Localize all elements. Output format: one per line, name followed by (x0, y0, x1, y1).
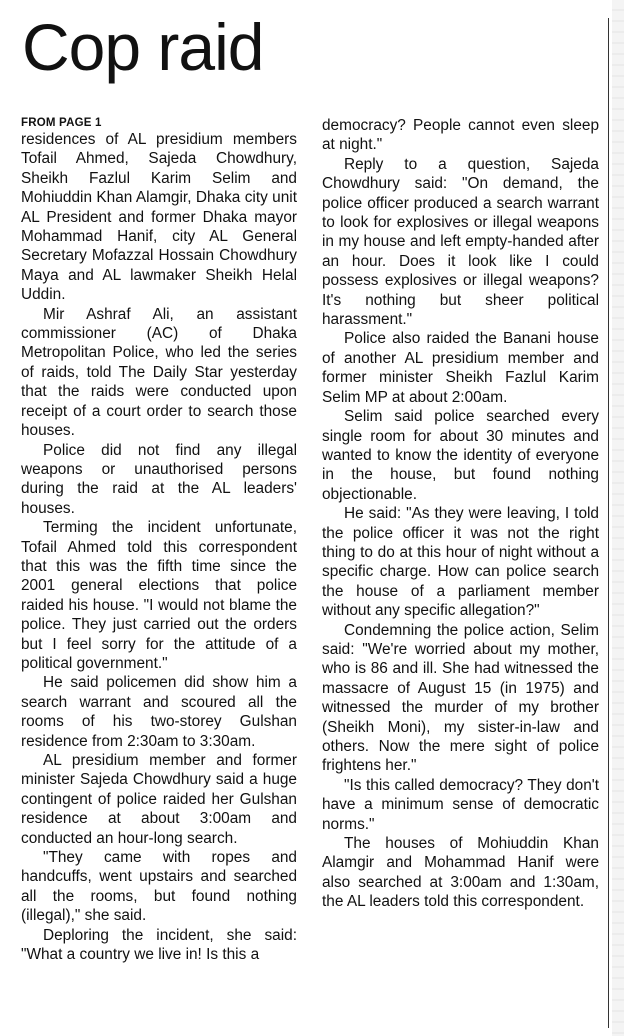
right-column (322, 116, 599, 912)
headline: Cop raid (22, 10, 264, 84)
paragraph: The houses of Mohiuddin Khan Alamgir and Mohammad Hanif were also searched at 3:00am and 1:30am, the AL leaders told this correspondent. (322, 835, 599, 911)
paragraph: Deploring the incident, she said: "What a country we live in! Is this a (21, 926, 297, 964)
column-rule (608, 18, 609, 1028)
paragraph: "Is this called democracy? They don't have a minimum sense of democratic norms." (322, 776, 599, 833)
paragraph: AL presidium member and former minister Sajeda Chowdhury said a huge contingent of police raided her Gulshan residence at about 3:00am and conducted an hour-long search. (21, 752, 297, 847)
paragraph: He said policemen did show him a search warrant and scoured all the rooms of his two-storey Gulshan residence from 2:30am to 3:30am. (21, 674, 297, 750)
paragraph: Selim said police searched every single room for about 30 minutes and wanted to know the identity of everyone in the house, but found nothing objectionable. (322, 408, 599, 503)
paragraph: He said: "As they were leaving, I told the police officer it was not the right thing to do at this hour of night without a specific charge. How can police search the house of a parliament member without any specific allegation?" (322, 505, 599, 620)
paragraph: Reply to a question, Sajeda Chowdhury said: "On demand, the police officer produced a search warrant to look for explosives or illegal weapons in my house and left empty-handed after an hour. Does it look like I could possess explosives or illegal weapons? It's nothing but sheer political harassment." (322, 155, 599, 329)
paragraph: Police did not find any illegal weapons or unauthorised persons during the raid at the AL leaders' houses. (21, 441, 297, 517)
paragraph: "They came with ropes and handcuffs, went upstairs and searched all the rooms, but found nothing (illegal)," she said. (21, 849, 297, 925)
paragraph: Condemning the police action, Selim said: "We're worried about my mother, who is 86 and ill. She had witnessed the massacre of August 15 (in 1975) and witnessed the murder of my brother (Sheikh Moni), my sister-in-law and others. Now the mere sight of police frightens her." (322, 621, 599, 775)
paragraph: democracy? People cannot even sleep at night." (322, 117, 599, 154)
paragraph: Police also raided the Banani house of another AL presidium member and former minister Sheikh Fazlul Karim Selim MP at about 2:00am. (322, 330, 599, 406)
continuation-kicker: FROM PAGE 1 (21, 117, 102, 129)
paragraph: Terming the incident unfortunate, Tofail Ahmed told this correspondent that this was the fifth time since the 2001 general elections that police raided his house. "I would not blame the police. They just carried out the orders but I feel sorry for the attitude of a political government." (21, 519, 297, 672)
paragraph: residences of AL presidium members Tofail Ahmed, Sajeda Chowdhury, Sheikh Fazlul Karim Selim and Mohiuddin Khan Alamgir, Dhaka city unit AL President and former Dhaka mayor Mohammad Hanif, city AL General Secretary Mofazzal Hossain Chowdhury Maya and AL lawmaker Sheikh Helal Uddin. (21, 131, 297, 304)
adjacent-page-edge (612, 0, 624, 1036)
paragraph: Mir Ashraf Ali, an assistant commissioner (AC) of Dhaka Metropolitan Police, who led the series of raids, told The Daily Star yesterday that the raids were conducted upon receipt of a court order to search those houses. (21, 305, 297, 440)
left-column (21, 117, 297, 964)
